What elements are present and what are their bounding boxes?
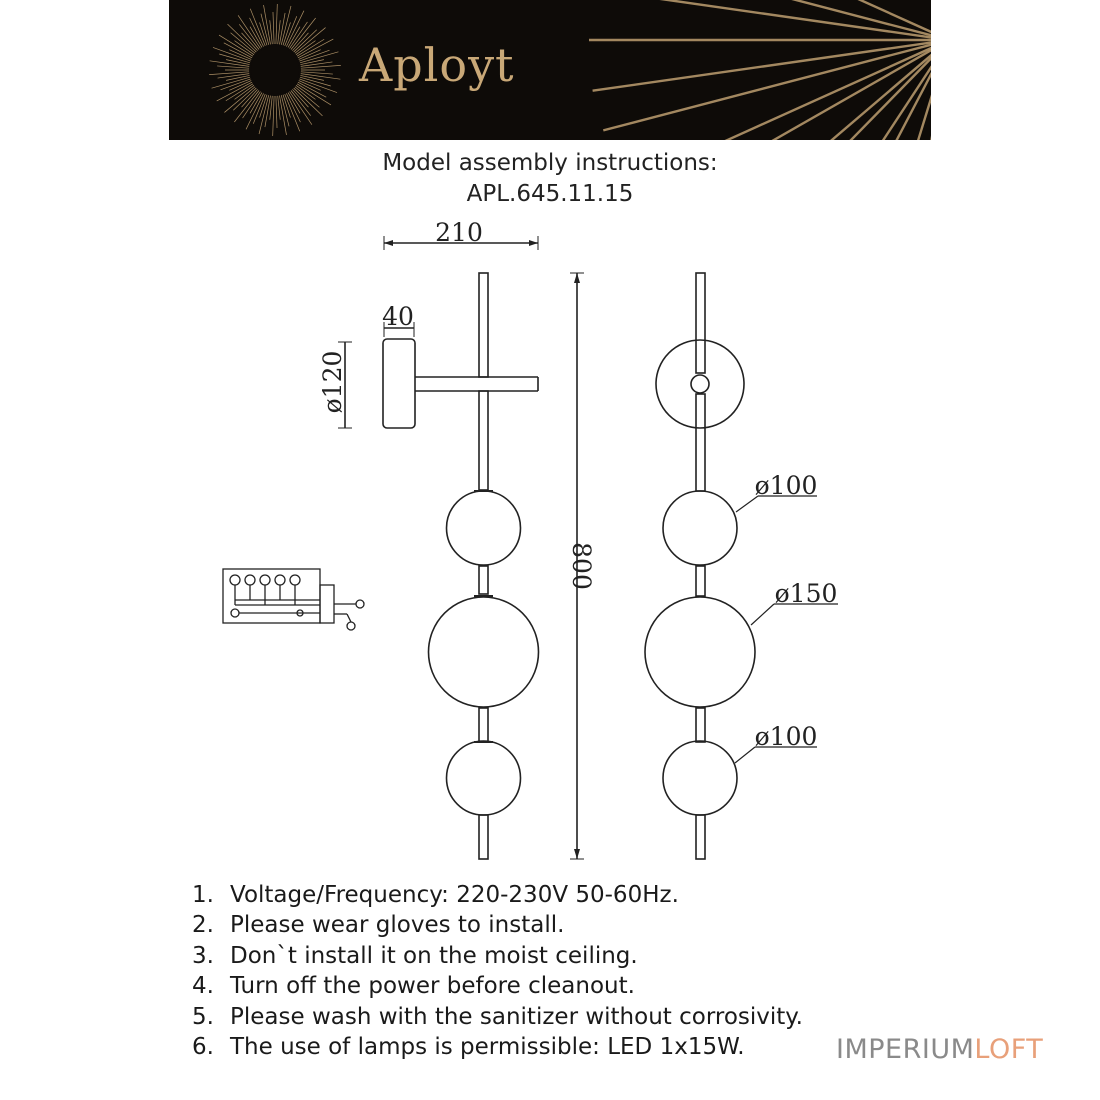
height-label: 800 — [567, 542, 596, 590]
model-number: APL.645.11.15 — [466, 181, 634, 207]
watermark: IMPERIUMLOFT — [836, 1034, 1044, 1065]
note-item: 3. Don`t install it on the moist ceiling. — [192, 942, 638, 969]
lamp-side-view — [383, 273, 539, 859]
plate-dimension — [318, 342, 352, 428]
note-item: 2. Please wear gloves to install. — [192, 912, 565, 939]
plate-label: ø120 — [318, 350, 347, 414]
brand-name: Aployt — [359, 38, 515, 92]
width-label: 210 — [435, 218, 483, 247]
ball-top-label: ø100 — [754, 471, 818, 500]
instruction-notes — [192, 880, 803, 1062]
note-item: 6. The use of lamps is permissible: LED 1x15W. — [192, 1033, 745, 1060]
note-item: 5. Please wash with the sanitizer without corrosivity. — [192, 1003, 803, 1030]
instructions-title: Model assembly instructions: — [382, 150, 718, 176]
ball-callouts — [735, 471, 838, 763]
note-item: 1. Voltage/Frequency: 220-230V 50-60Hz. — [192, 882, 679, 908]
width-dimension — [384, 218, 538, 250]
lamp-front-view — [645, 273, 755, 859]
wiring-diagram-icon — [223, 569, 364, 630]
depth-dimension — [382, 302, 414, 337]
ball-middle-label: ø150 — [774, 579, 838, 608]
depth-label: 40 — [382, 302, 414, 331]
ball-bottom-label: ø100 — [754, 722, 818, 751]
height-dimension — [567, 273, 596, 859]
note-item: 4. Turn off the power before cleanout. — [192, 973, 635, 1000]
